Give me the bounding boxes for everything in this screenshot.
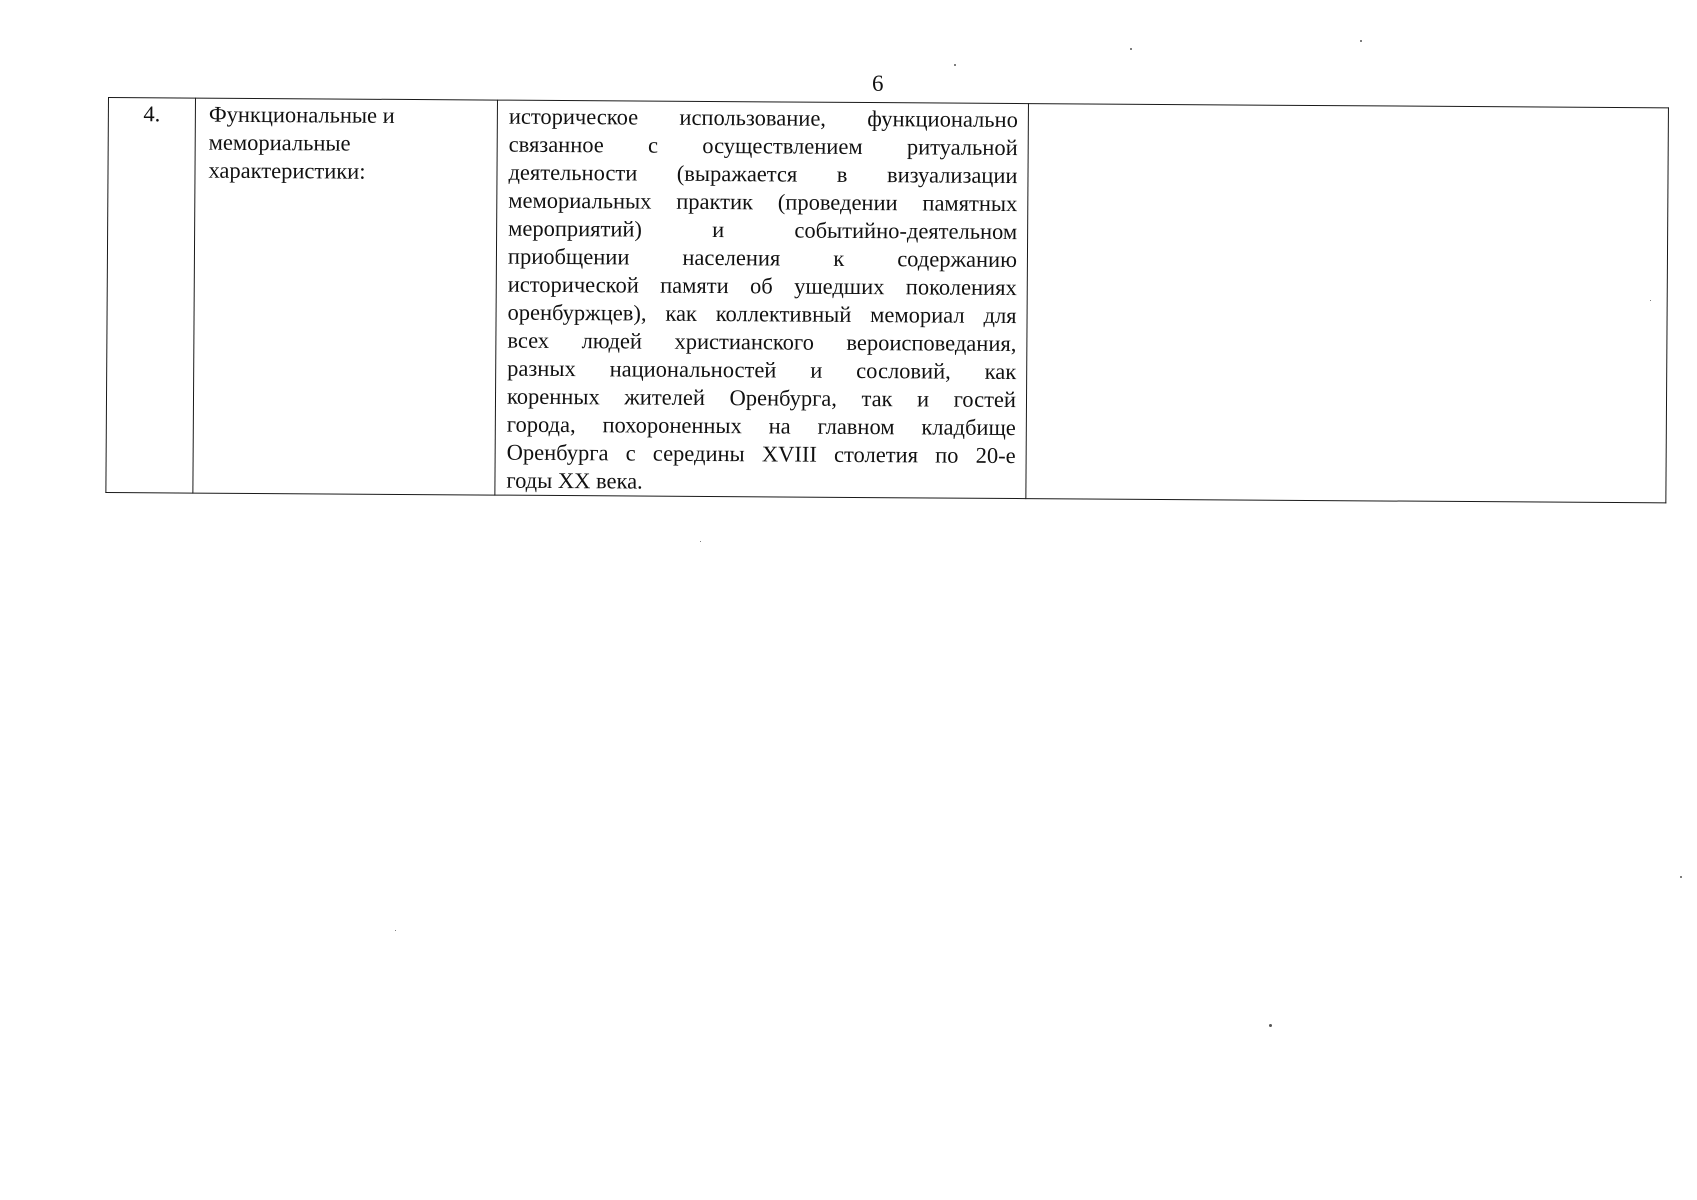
scan-speck — [1130, 48, 1132, 50]
characteristics-table — [105, 97, 1669, 503]
scan-speck — [1680, 876, 1682, 878]
row-number: 4. — [143, 101, 161, 127]
description-line: деятельности (выражается в визуализации — [508, 159, 1018, 189]
row-note-cell — [1026, 104, 1669, 503]
description-line: мероприятий) и событийно-деятельном — [508, 215, 1018, 245]
description-line: города, похороненных на главном кладбище — [506, 411, 1016, 441]
description-line: мемориальных практик (проведении памятных — [508, 187, 1018, 217]
row-number-cell — [106, 98, 196, 494]
description-line: оренбуржцев), как коллективный мемориал для — [507, 299, 1017, 329]
scan-speck — [1269, 1024, 1272, 1027]
row-name-line: мемориальные — [208, 129, 351, 156]
description-line: коренных жителей Оренбурга, так и гостей — [506, 383, 1017, 413]
description-line: Оренбурга с середины XVIII столетия по 20-е — [506, 439, 1016, 469]
scan-speck — [700, 541, 701, 542]
row-description-cell — [495, 100, 1029, 499]
description-line: всех людей христианского вероисповедания, — [507, 327, 1017, 357]
description-line: связанное с осуществлением ритуальной — [508, 131, 1018, 161]
scan-speck — [954, 64, 956, 66]
scan-speck — [1650, 300, 1651, 301]
description-line: разных национальностей и сословий, как — [507, 355, 1017, 385]
page-number: 6 — [872, 71, 884, 96]
row-name-line: Функциональные и — [208, 101, 395, 128]
table-row — [106, 98, 1669, 503]
description-line: исторической памяти об ушедших поколениях — [507, 271, 1017, 301]
row-name-line: характеристики: — [208, 157, 366, 184]
description-line: годы XX века. — [506, 467, 643, 494]
scan-speck — [395, 930, 396, 931]
description-line: приобщении населения к содержанию — [507, 243, 1018, 273]
row-name-cell — [193, 98, 498, 495]
description-line: историческое использование, функционально — [508, 103, 1018, 133]
scan-speck — [1360, 40, 1362, 42]
